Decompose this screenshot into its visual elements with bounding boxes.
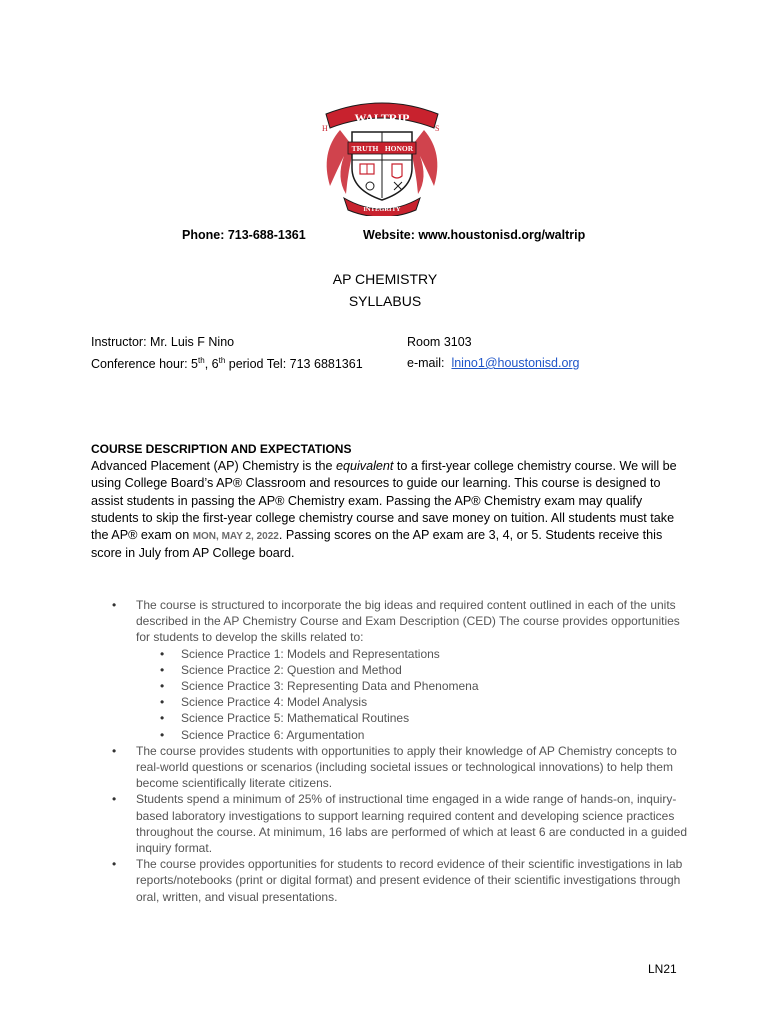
list-item: • Science Practice 5: Mathematical Routines [181,710,688,726]
crest-school-name: WALTRIP [354,111,410,125]
crest-motto-left: TRUTH [351,144,379,153]
crest-motto-right: HONOR [384,144,414,153]
page-subtitle: SYLLABUS [348,293,422,309]
crest-left-letter: H [322,124,328,133]
crest-right-letter: S [435,124,440,133]
list-item: • Science Practice 6: Argumentation [181,727,688,743]
science-practice-list [136,646,688,743]
conference-hour: Conference hour: 5th, 6th period Tel: 713 6881361 [91,356,363,372]
list-item: • Students spend a minimum of 25% of instructional time engaged in a wide range of hands-on, inquiry-based laboratory investigations to support learning required content and developing science practices throughout the course. At minimum, 16 labs are performed of which at least 6 are conducted in a guided inquiry format. [108,791,688,856]
list-item: • Science Practice 4: Model Analysis [181,694,688,710]
list-item: • Science Practice 1: Models and Representations [181,646,688,662]
list-item: • The course provides students with opportunities to apply their knowledge of AP Chemistry concepts to real-world questions or scenarios (including societal issues or technological innovations) to help them become scientifically literate citizens. [108,743,688,792]
list-item: • Science Practice 3: Representing Data and Phenomena [181,678,688,694]
website-address: Website: www.houstonisd.org/waltrip [363,228,586,242]
instructor-name: Instructor: Mr. Luis F Nino [91,335,235,349]
section-heading: COURSE DESCRIPTION AND EXPECTATIONS [91,442,352,456]
course-description: Advanced Placement (AP) Chemistry is the equivalent to a first-year college chemistry course. We will be using College Board’s AP® Classroom and resources to guide our learning. This course is designed to assist students in passing the AP® Chemistry exam. Passing the AP® Chemistry exam may qualify students to skip the first-year college chemistry course and save money on tuition. All students must take the AP® exam on MON, MAY 2, 2022. Passing scores on the AP exam are 3, 4, or 5. Students receive this score in July from AP College board. [91,459,677,561]
list-item: • Science Practice 2: Question and Method [181,662,688,678]
page-title: AP CHEMISTRY [332,271,438,287]
phone-number: Phone: 713-688-1361 [182,228,306,242]
school-crest-logo [318,98,446,216]
crest-banner: INTEGRITY [363,206,401,213]
list-item: • The course is structured to incorporate the big ideas and required content outlined in each of the units described in the AP Chemistry Course and Exam Description (CED) The course provides opportunities for students to develop the skills related to: • Science Practice 1: Models and Representations • Science Practice 2: Question and Method • Science Practice 3: Representing Data and Phenomena • Science Practice 4: Model Analysis • Science Practice 5: Mathematical Routines • Science Practice 6: Argumentation [108,597,688,743]
exam-date: MON, MAY 2, 2022 [192,531,279,543]
list-item: • The course provides opportunities for students to record evidence of their scientific investigations in lab reports/notebooks (print or digital format) and present evidence of their scientific investigations through oral, written, and visual presentations. [108,856,688,905]
footer-code: LN21 [648,962,677,976]
room-number: Room 3103 [407,335,472,349]
course-bullet-list [108,597,688,905]
email-line: e-mail: lnino1@houstonisd.org [407,356,580,370]
email-link[interactable]: lnino1@houstonisd.org [451,356,580,370]
